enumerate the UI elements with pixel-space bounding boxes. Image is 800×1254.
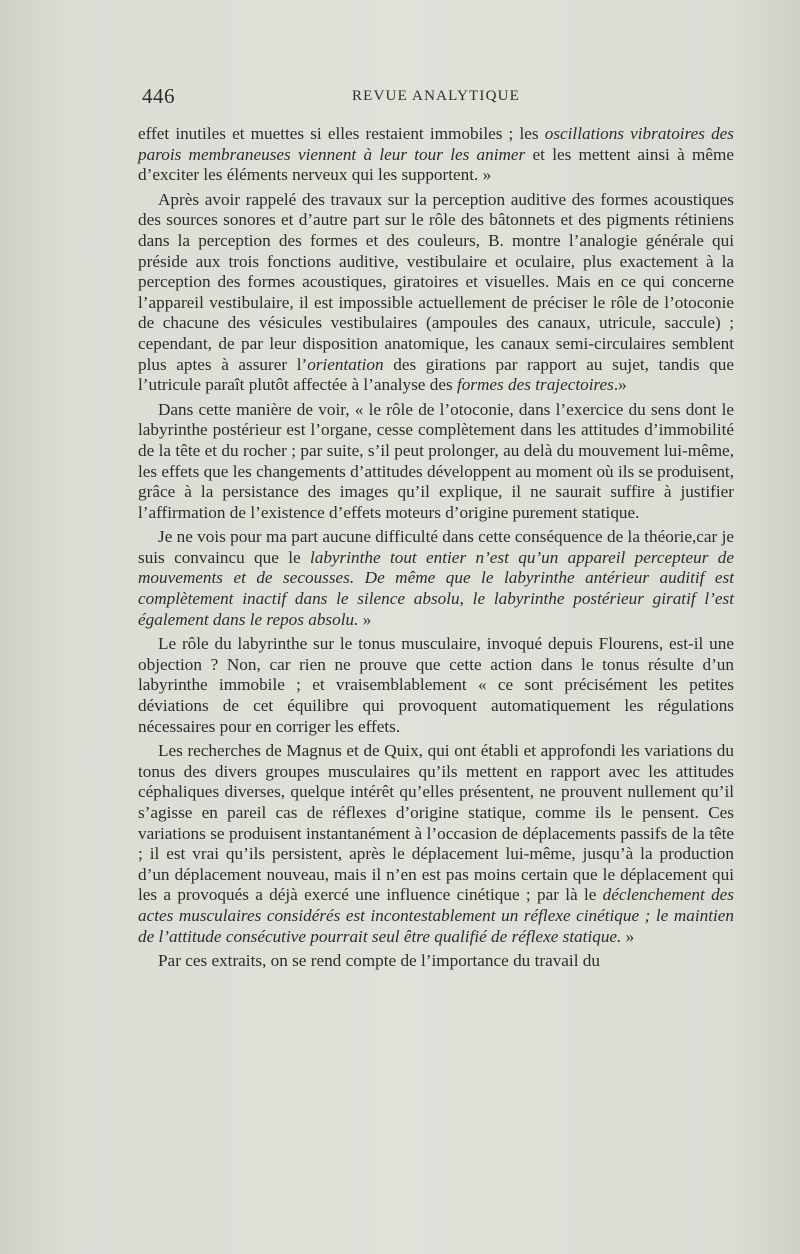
text-run: Par ces extraits, on se rend compte de l’importance du travail du	[158, 951, 600, 971]
text-run: .»	[613, 375, 627, 395]
text-run: Le rôle du labyrinthe sur le tonus musculaire, invoqué depuis Flourens, est-il une objection ? Non, car rien ne prouve que cette action dans le tonus résulte d’un labyrinthe immobile ; et vraisemblablement « ce sont précisément les petites déviations de cet équilibre qui provoquent automatiquement les régulations nécessaires pour en corriger les effets.	[138, 634, 734, 736]
text-run: Après avoir rappelé des travaux sur la perception auditive des formes acoustiques des sources sonores et d’autre part sur le rôle des bâtonnets et des pigments rétiniens dans la perception des formes et des couleurs, B. montre l’analogie générale qui préside aux trois fonctions auditive, vestibulaire et oculaire, plus exactement à la perception des formes acoustiques, giratoires et visuelles. Mais en ce qui concerne l’appareil vestibulaire, il est impossible actuellement de préciser le rôle de l’otoconie de chacune des vésicules vestibulaires (ampoules des canaux, utricule, saccule) ; cependant, de par leur disposition anatomique, les canaux semi-circulaires semblent plus aptes à assurer l’	[138, 189, 734, 374]
body-text	[138, 124, 734, 972]
paragraph	[138, 527, 734, 630]
paragraph	[138, 124, 734, 186]
text-run: »	[621, 926, 635, 946]
paragraph	[138, 190, 734, 396]
text-run: »	[358, 609, 372, 629]
text-run: Je ne vois pour ma part aucune difficulté dans cette conséquence de la théorie,car je suis convaincu que le	[138, 527, 734, 567]
text-run: et les mettent ainsi à même d’exciter les éléments nerveux qui les supportent. »	[138, 144, 734, 185]
paragraph	[138, 951, 734, 972]
paragraph	[138, 634, 734, 737]
text-run: Les recherches de Magnus et de Quix, qui ont établi et approfondi les variations du tonus des divers groupes musculaires qu’ils mettent en rapport avec les attitudes céphaliques diverses, quelque intérêt qu’elles présentent, ne prouvent nullement qu’il s’agisse en pareil cas de réflexes d’origine statique, comme ils le pensent. Ces variations se produisent instantanément à l’occasion de déplacements passifs de la tête ; il est vrai qu’ils persistent, après le déplacement lui-même, jusqu’à la production d’un déplacement nouveau, mais il n’en est pas moins certain que le déplacement qui les a provoqués a déjà exercé une influence cinétique ; par là le	[138, 741, 734, 905]
text-run: effet inutiles et muettes si elles restaient immobiles ; les	[138, 124, 545, 143]
italic-run: orientation	[307, 354, 384, 374]
page-number: 446	[142, 84, 175, 108]
text-run: Dans cette manière de voir, « le rôle de l’otoconie, dans l’exercice du sens dont le labyrinthe postérieur est l’organe, cesse complètement dans les attitudes d’immobilité de la tête et du rocher ; par suite, s’il peut prolonger, au delà du mouvement lui-même, les effets que les changements d’attitudes développent au moment où ils se produisent, grâce à la persistance des images qu’il explique, il ne saurait suffire à justifier l’affirmation de l’existence d’effets moteurs d’origine purement statique.	[138, 399, 734, 522]
paragraph	[138, 400, 734, 524]
text-run: des girations par rapport au sujet, tandis que l’utricule paraît plutôt affectée à l’analyse des	[138, 354, 734, 395]
italic-run: labyrinthe tout entier n’est qu’un appareil percepteur de mouvements et de secousses. De même que le labyrinthe antérieur auditif est complètement inactif dans le silence absolu, le labyrinthe postérieur giratif l’est également dans le repos absolu.	[138, 547, 734, 629]
running-title: REVUE ANALYTIQUE	[351, 88, 521, 104]
italic-run: oscillations vibratoires des parois membraneuses viennent à leur tour les animer	[138, 124, 734, 164]
paragraph	[138, 741, 734, 947]
italic-run: formes des trajectoires	[456, 375, 614, 395]
italic-run: déclenchement des actes musculaires considérés est incontestablement un réflexe cinétique ; le maintien de l’attitude consécutive pourrait seul être qualifié de réflexe statique.	[138, 885, 734, 946]
page-header	[138, 84, 734, 112]
